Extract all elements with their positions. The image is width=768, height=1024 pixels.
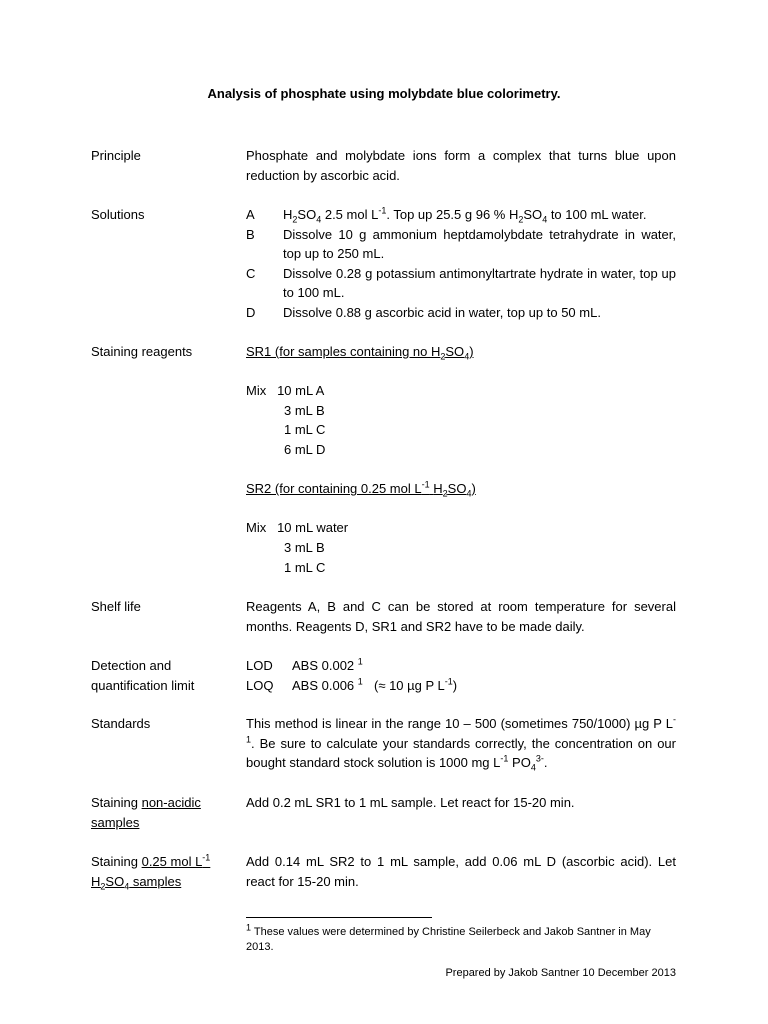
staining-acidic-label: Staining 0.25 mol $L^{-1}$ $H_2SO_4$ samples bbox=[91, 852, 211, 892]
sr2-mix: Mix 10 mL water bbox=[246, 520, 349, 536]
staining-nonacidic-text: Add 0.2 mL SR1 to 1 mL sample. Let react for 15-20 min. bbox=[246, 795, 575, 810]
detection-body bbox=[246, 656, 676, 695]
sr2-item: 1 mL C bbox=[284, 559, 326, 575]
sr2-heading: SR2 (for containing 0.25 mol $L^{-1}$ $H_2SO_4$) bbox=[246, 479, 476, 499]
sr1-mix: Mix 10 mL A bbox=[246, 383, 325, 399]
sr1-heading: SR1 (for samples containing no $H_2SO_4$) bbox=[246, 344, 474, 362]
loq-row: LOQ ABS 0.006 $^1$ (≈ 10 µg P $L^{-1}$) bbox=[246, 676, 458, 693]
shelf-life-label: Shelf life bbox=[91, 599, 141, 614]
detection-label: Detection and quantification limit bbox=[91, 658, 195, 693]
solution-text: Dissolve 0.28 g potassium antimonyltartrate hydrate in water, top up to 100 mL. bbox=[283, 265, 676, 301]
sr1-item: 1 mL C bbox=[284, 422, 326, 438]
staining-reagents-body bbox=[246, 342, 676, 577]
standards-label: Standards bbox=[91, 716, 151, 731]
solution-letter: B bbox=[246, 226, 255, 242]
document-title: Analysis of phosphate using molybdate blue colorimetry. bbox=[207, 86, 561, 101]
solutions-list bbox=[246, 205, 676, 323]
solution-d bbox=[246, 303, 676, 323]
sr1-item: 6 mL D bbox=[284, 441, 326, 457]
solution-letter: D bbox=[246, 304, 256, 320]
solution-a bbox=[246, 205, 676, 225]
shelf-life-text: Reagents A, B and C can be stored at room temperature for several months. Reagents D, SR1 and SR2 have to be made daily. bbox=[246, 599, 676, 634]
staining-reagents-label: Staining reagents bbox=[91, 344, 193, 359]
standards-text: This method is linear in the range 10 – 500 (sometimes 750/1000) µg P $L^{-1}$. Be sure to calculate your standards correctly, the concentration on our bought standard stock solution is 1000 mg $L^{-1}$ $PO_4^{3-}$. bbox=[246, 714, 676, 773]
solution-letter: A bbox=[246, 207, 255, 222]
solution-text: Dissolve 0.88 g ascorbic acid in water, top up to 50 mL. bbox=[283, 304, 601, 320]
principle-label: Principle bbox=[91, 148, 141, 163]
footnote-separator bbox=[246, 917, 432, 918]
prepared-by: Prepared by Jakob Santner 10 December 2013 bbox=[445, 967, 676, 979]
lod-row: LOD ABS 0.002 $^1$ bbox=[246, 656, 363, 673]
solution-b bbox=[246, 225, 676, 264]
solution-text: Dissolve 10 g ammonium heptdamolybdate tetrahydrate in water, top up to 250 mL. bbox=[283, 226, 676, 262]
solutions-label: Solutions bbox=[91, 207, 145, 222]
sr2-item: 3 mL B bbox=[284, 539, 325, 555]
staining-nonacidic-label: Staining non-acidic samples bbox=[91, 795, 201, 830]
solution-text: $H_2SO_4$ 2.5 mol $L^{-1}$. Top up 25.5 g 96 % $H_2SO_4$ to 100 mL water. bbox=[283, 205, 647, 225]
staining-acidic-text: Add 0.14 mL SR2 to 1 mL sample, add 0.06 mL D (ascorbic acid). Let react for 15-20 min. bbox=[246, 854, 676, 889]
principle-text: Phosphate and molybdate ions form a complex that turns blue upon reduction by ascorbic acid. bbox=[246, 148, 676, 183]
solution-c bbox=[246, 264, 676, 303]
sr1-item: 3 mL B bbox=[284, 402, 325, 418]
footnote: $^1$ These values were determined by Christine Seilerbeck and Jakob Santner in May 2013. bbox=[246, 922, 651, 953]
solution-letter: C bbox=[246, 265, 256, 281]
